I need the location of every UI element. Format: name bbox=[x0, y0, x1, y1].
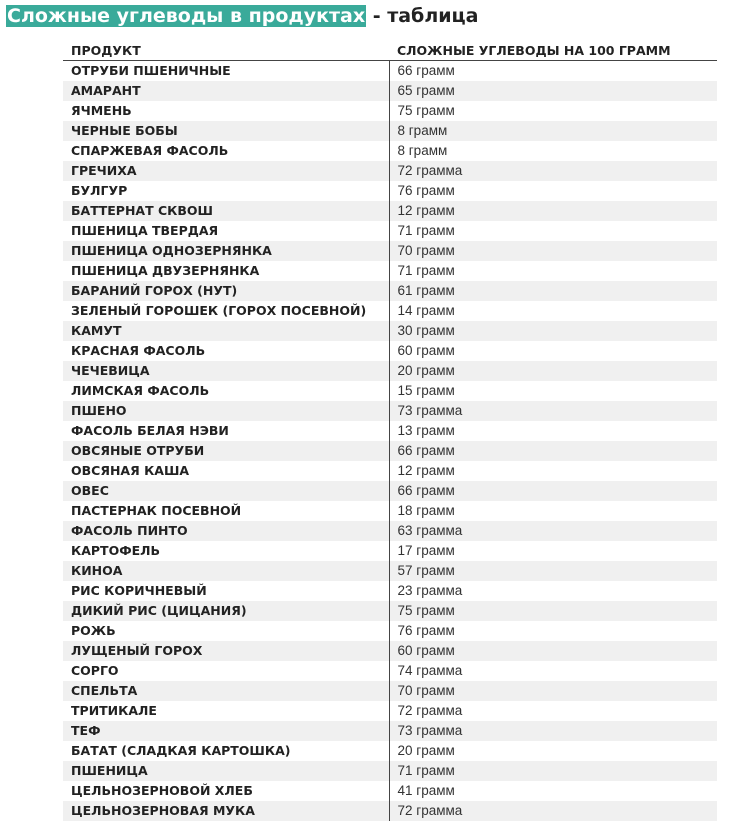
table-row bbox=[63, 321, 717, 341]
product-name: ЧЕЧЕВИЦА bbox=[63, 361, 389, 381]
table-row bbox=[63, 601, 717, 621]
product-name: КАРТОФЕЛЬ bbox=[71, 543, 161, 558]
table-row bbox=[63, 221, 717, 241]
table-row bbox=[63, 561, 717, 581]
table-row bbox=[63, 741, 717, 761]
table-row bbox=[63, 421, 717, 441]
table-row bbox=[63, 241, 717, 261]
carbs-value: 12 грамм bbox=[389, 461, 717, 481]
product-name: БАТАТ (СЛАДКАЯ КАРТОШКА) bbox=[71, 743, 291, 758]
title-suffix: - таблица bbox=[366, 5, 479, 27]
product-name: ПШЕНИЦА ТВЕРДАЯ bbox=[71, 223, 219, 238]
product-name: КАМУТ bbox=[63, 321, 389, 341]
carbs-value: 61 грамм bbox=[389, 281, 717, 301]
carbs-value: 30 грамм bbox=[389, 321, 717, 341]
table-row bbox=[63, 761, 717, 781]
product-name: ГРЕЧИХА bbox=[63, 161, 389, 181]
table-row bbox=[63, 61, 717, 82]
carbs-value: 76 грамм bbox=[389, 181, 717, 201]
carbs-value: 63 грамма bbox=[389, 521, 717, 541]
carbs-value: 15 грамм bbox=[389, 381, 717, 401]
product-name: ЦЕЛЬНОЗЕРНОВАЯ МУКА bbox=[63, 801, 389, 821]
carbs-value: 75 грамм bbox=[389, 101, 717, 121]
carbs-value: 73 грамма bbox=[389, 721, 717, 741]
table-row bbox=[63, 301, 717, 321]
table-row bbox=[63, 701, 717, 721]
product-name: СПАРЖЕВАЯ ФАСОЛЬ bbox=[71, 143, 229, 158]
table-row bbox=[63, 361, 717, 381]
column-header-carbs: СЛОЖНЫЕ УГЛЕВОДЫ НА 100 ГРАММ bbox=[389, 40, 717, 61]
product-name: ОВЕС bbox=[63, 481, 389, 501]
product-name: ТЕФ bbox=[63, 721, 389, 741]
table-row bbox=[63, 641, 717, 661]
carbs-value: 8 грамм bbox=[389, 121, 717, 141]
table-row bbox=[63, 281, 717, 301]
product-name: ЗЕЛЕНЫЙ ГОРОШЕК (ГОРОХ ПОСЕВНОЙ) bbox=[71, 303, 367, 318]
product-name: ФАСОЛЬ БЕЛАЯ НЭВИ bbox=[71, 423, 229, 438]
carbs-value: 71 грамм bbox=[389, 261, 717, 281]
product-name: ЛУЩЕНЫЙ ГОРОХ bbox=[63, 641, 389, 661]
product-name: ПШЕНИЦА bbox=[63, 761, 389, 781]
table-row bbox=[63, 661, 717, 681]
carbs-value: 65 грамм bbox=[389, 81, 717, 101]
carbs-value: 60 грамм bbox=[389, 641, 717, 661]
product-name: КРАСНАЯ ФАСОЛЬ bbox=[71, 343, 206, 358]
carbs-value: 70 грамм bbox=[389, 681, 717, 701]
table-row bbox=[63, 161, 717, 181]
product-name: ПАСТЕРНАК ПОСЕВНОЙ bbox=[71, 503, 242, 518]
product-name: ЛИМСКАЯ ФАСОЛЬ bbox=[71, 383, 210, 398]
table-header-row bbox=[63, 40, 717, 61]
table-row bbox=[63, 81, 717, 101]
carbs-value: 71 грамм bbox=[389, 761, 717, 781]
carbs-value: 72 грамма bbox=[389, 701, 717, 721]
carbs-value: 20 грамм bbox=[389, 361, 717, 381]
carbs-value: 71 грамм bbox=[389, 221, 717, 241]
product-name: БУЛГУР bbox=[71, 183, 128, 198]
carbs-table bbox=[63, 40, 717, 821]
product-name: СПЕЛЬТА bbox=[63, 681, 389, 701]
table-row bbox=[63, 101, 717, 121]
product-name: РОЖЬ bbox=[71, 623, 116, 638]
table-row bbox=[63, 441, 717, 461]
product-name: ТРИТИКАЛЕ bbox=[71, 703, 157, 718]
carbs-value: 75 грамм bbox=[389, 601, 717, 621]
table-row bbox=[63, 521, 717, 541]
product-name: ОВСЯНАЯ КАША bbox=[71, 463, 190, 478]
table-row bbox=[63, 181, 717, 201]
table-row bbox=[63, 401, 717, 421]
product-name: ЧЕРНЫЕ БОБЫ bbox=[63, 121, 389, 141]
product-name: КИНОА bbox=[63, 561, 389, 581]
carbs-value: 72 грамма bbox=[389, 801, 717, 821]
carbs-value: 17 грамм bbox=[389, 541, 717, 561]
product-name: ОВСЯНЫЕ ОТРУБИ bbox=[63, 441, 389, 461]
page-title bbox=[6, 4, 478, 28]
carbs-value: 12 грамм bbox=[389, 201, 717, 221]
carbs-value: 66 грамм bbox=[389, 61, 717, 82]
title-highlight: Сложные углеводы в продуктах bbox=[7, 5, 366, 27]
carbs-value: 8 грамм bbox=[389, 141, 717, 161]
product-name: ПШЕНИЦА ДВУЗЕРНЯНКА bbox=[71, 263, 260, 278]
carbs-value: 70 грамм bbox=[389, 241, 717, 261]
table-row bbox=[63, 121, 717, 141]
carbs-value: 13 грамм bbox=[389, 421, 717, 441]
carbs-value: 72 грамма bbox=[389, 161, 717, 181]
product-name: АМАРАНТ bbox=[63, 81, 389, 101]
product-name: ЯЧМЕНЬ bbox=[71, 103, 132, 118]
table-row bbox=[63, 581, 717, 601]
table-row bbox=[63, 261, 717, 281]
product-name: ФАСОЛЬ ПИНТО bbox=[63, 521, 389, 541]
table-row bbox=[63, 341, 717, 361]
carbs-value: 73 грамма bbox=[389, 401, 717, 421]
table-row bbox=[63, 801, 717, 821]
table-row bbox=[63, 501, 717, 521]
column-header-product: ПРОДУКТ bbox=[63, 40, 389, 61]
carbs-value: 41 грамм bbox=[389, 781, 717, 801]
carbs-value: 66 грамм bbox=[389, 441, 717, 461]
table-row bbox=[63, 201, 717, 221]
table-row bbox=[63, 621, 717, 641]
carbs-value: 23 грамма bbox=[389, 581, 717, 601]
carbs-value: 18 грамм bbox=[389, 501, 717, 521]
table-body bbox=[63, 61, 717, 822]
product-name: РИС КОРИЧНЕВЫЙ bbox=[71, 583, 207, 598]
carbs-value: 74 грамма bbox=[389, 661, 717, 681]
carbs-value: 60 грамм bbox=[389, 341, 717, 361]
table-row bbox=[63, 461, 717, 481]
carbs-value: 20 грамм bbox=[389, 741, 717, 761]
carbs-value: 57 грамм bbox=[389, 561, 717, 581]
table-row bbox=[63, 541, 717, 561]
product-name: ОТРУБИ ПШЕНИЧНЫЕ bbox=[71, 63, 231, 78]
product-name: СОРГО bbox=[71, 663, 119, 678]
product-name: БАТТЕРНАТ СКВОШ bbox=[63, 201, 389, 221]
table-row bbox=[63, 681, 717, 701]
table-row bbox=[63, 381, 717, 401]
product-name: БАРАНИЙ ГОРОХ (НУТ) bbox=[63, 281, 389, 301]
carbs-value: 76 грамм bbox=[389, 621, 717, 641]
product-name: ПШЕНО bbox=[63, 401, 389, 421]
carbs-value: 66 грамм bbox=[389, 481, 717, 501]
carbs-value: 14 грамм bbox=[389, 301, 717, 321]
table-row bbox=[63, 481, 717, 501]
table-row bbox=[63, 721, 717, 741]
product-name: ДИКИЙ РИС (ЦИЦАНИЯ) bbox=[63, 601, 389, 621]
product-name: ЦЕЛЬНОЗЕРНОВОЙ ХЛЕБ bbox=[71, 783, 253, 798]
table-row bbox=[63, 781, 717, 801]
table-row bbox=[63, 141, 717, 161]
product-name: ПШЕНИЦА ОДНОЗЕРНЯНКА bbox=[63, 241, 389, 261]
